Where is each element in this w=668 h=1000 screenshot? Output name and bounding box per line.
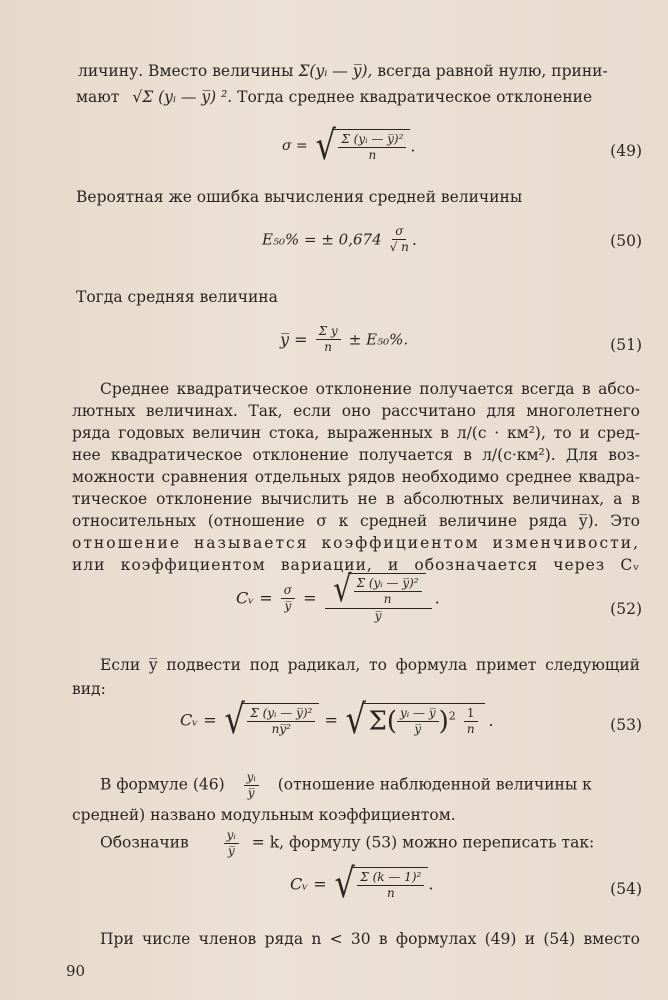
- equation-54: Cᵥ = √ $\frac{\text{Σ (k — 1)²}}{n}$ .: [290, 861, 434, 907]
- equation-53: Cᵥ = √ $\frac{\text{Σ (yᵢ — y̅)²}}{\text{ny̅²}}$ = √Σ( $\frac{\text{yᵢ — y̅}}{y̅}$ )$^2$ $\frac{1}{n}$ .: [180, 697, 494, 743]
- para6-line1: При числе членов ряда n < 30 в формулах (49) и (54) вместо: [100, 930, 640, 948]
- para4-line1: В формуле (46) $\frac{\text{yᵢ}}{y̅}$ (отношение наблюденной величины к: [100, 770, 592, 800]
- sum-expression: Σ(yᵢ — y̅),: [298, 62, 373, 80]
- para2-line6: тическое отклонение вычислить не в абсолютных величинах, а в: [72, 490, 640, 508]
- equation-51: y̅ = $\frac{\text{Σ y}}{n}$ ± E₅₀%.: [280, 324, 409, 354]
- text-mean-value: Тогда средняя величина: [76, 288, 278, 306]
- equation-number-50: (50): [610, 232, 642, 250]
- para3-line1: Если y̅ подвести под радикал, то формула примет следующий: [100, 656, 640, 674]
- para1-line2: мают √Σ (yᵢ — y̅) ². Тогда среднее квадратическое отклонение: [76, 88, 593, 106]
- para2-line9: или коэффициентом вариации, и обозначается через Cᵥ: [72, 556, 640, 574]
- root-expression: √Σ (yᵢ — y̅) ²: [132, 88, 228, 106]
- equation-number-54: (54): [610, 880, 642, 898]
- equation-number-49: (49): [610, 142, 642, 160]
- para2-line2: лютных величинах. Так, если оно рассчитано для многолетнего: [72, 402, 640, 420]
- equation-52: Cᵥ = $\frac{\sigma}{y̅}$ = √ $\frac{\text{Σ (yᵢ — y̅)²}}{n}$ y̅ .: [236, 569, 440, 623]
- equation-number-53: (53): [610, 716, 642, 734]
- para3-line2: вид:: [72, 680, 106, 698]
- equation-50: E₅₀% = ± 0,674 $\frac{\sigma}{√ n}$ .: [262, 224, 418, 254]
- para2-line5: можности сравнения отдельных рядов необходимо среднее квадра-: [72, 468, 640, 486]
- para2-line8: отношение называется коэффициентом изменчивости,: [72, 534, 640, 552]
- para2-line7: относительных (отношение σ к средней величине ряда y̅). Это: [72, 512, 640, 530]
- para1-line1: личину. Вместо величины Σ(yᵢ — y̅), всегда равной нулю, прини-: [78, 62, 608, 80]
- text-probable-error: Вероятная же ошибка вычисления средней величины: [76, 188, 523, 206]
- equation-number-52: (52): [610, 600, 642, 618]
- equation-49: σ = √ $\frac{\text{Σ (yᵢ — y̅)²}}{n}$ .: [282, 123, 416, 169]
- para2-line1: Среднее квадратическое отклонение получается всегда в абсо-: [100, 380, 640, 398]
- page-number: 90: [66, 962, 86, 980]
- para2-line4: нее квадратическое отклонение получается в л/(с·км²). Для воз-: [72, 446, 640, 464]
- para2-line3: ряда годовых величин стока, выраженных в л/(с · км²), то и сред-: [72, 424, 640, 442]
- equation-number-51: (51): [610, 336, 642, 354]
- para5-line1: Обозначив $\frac{\text{yᵢ}}{y̅}$ = k, формулу (53) можно переписать так:: [100, 828, 595, 858]
- para4-line2: средней) названо модульным коэффициентом.: [72, 806, 456, 824]
